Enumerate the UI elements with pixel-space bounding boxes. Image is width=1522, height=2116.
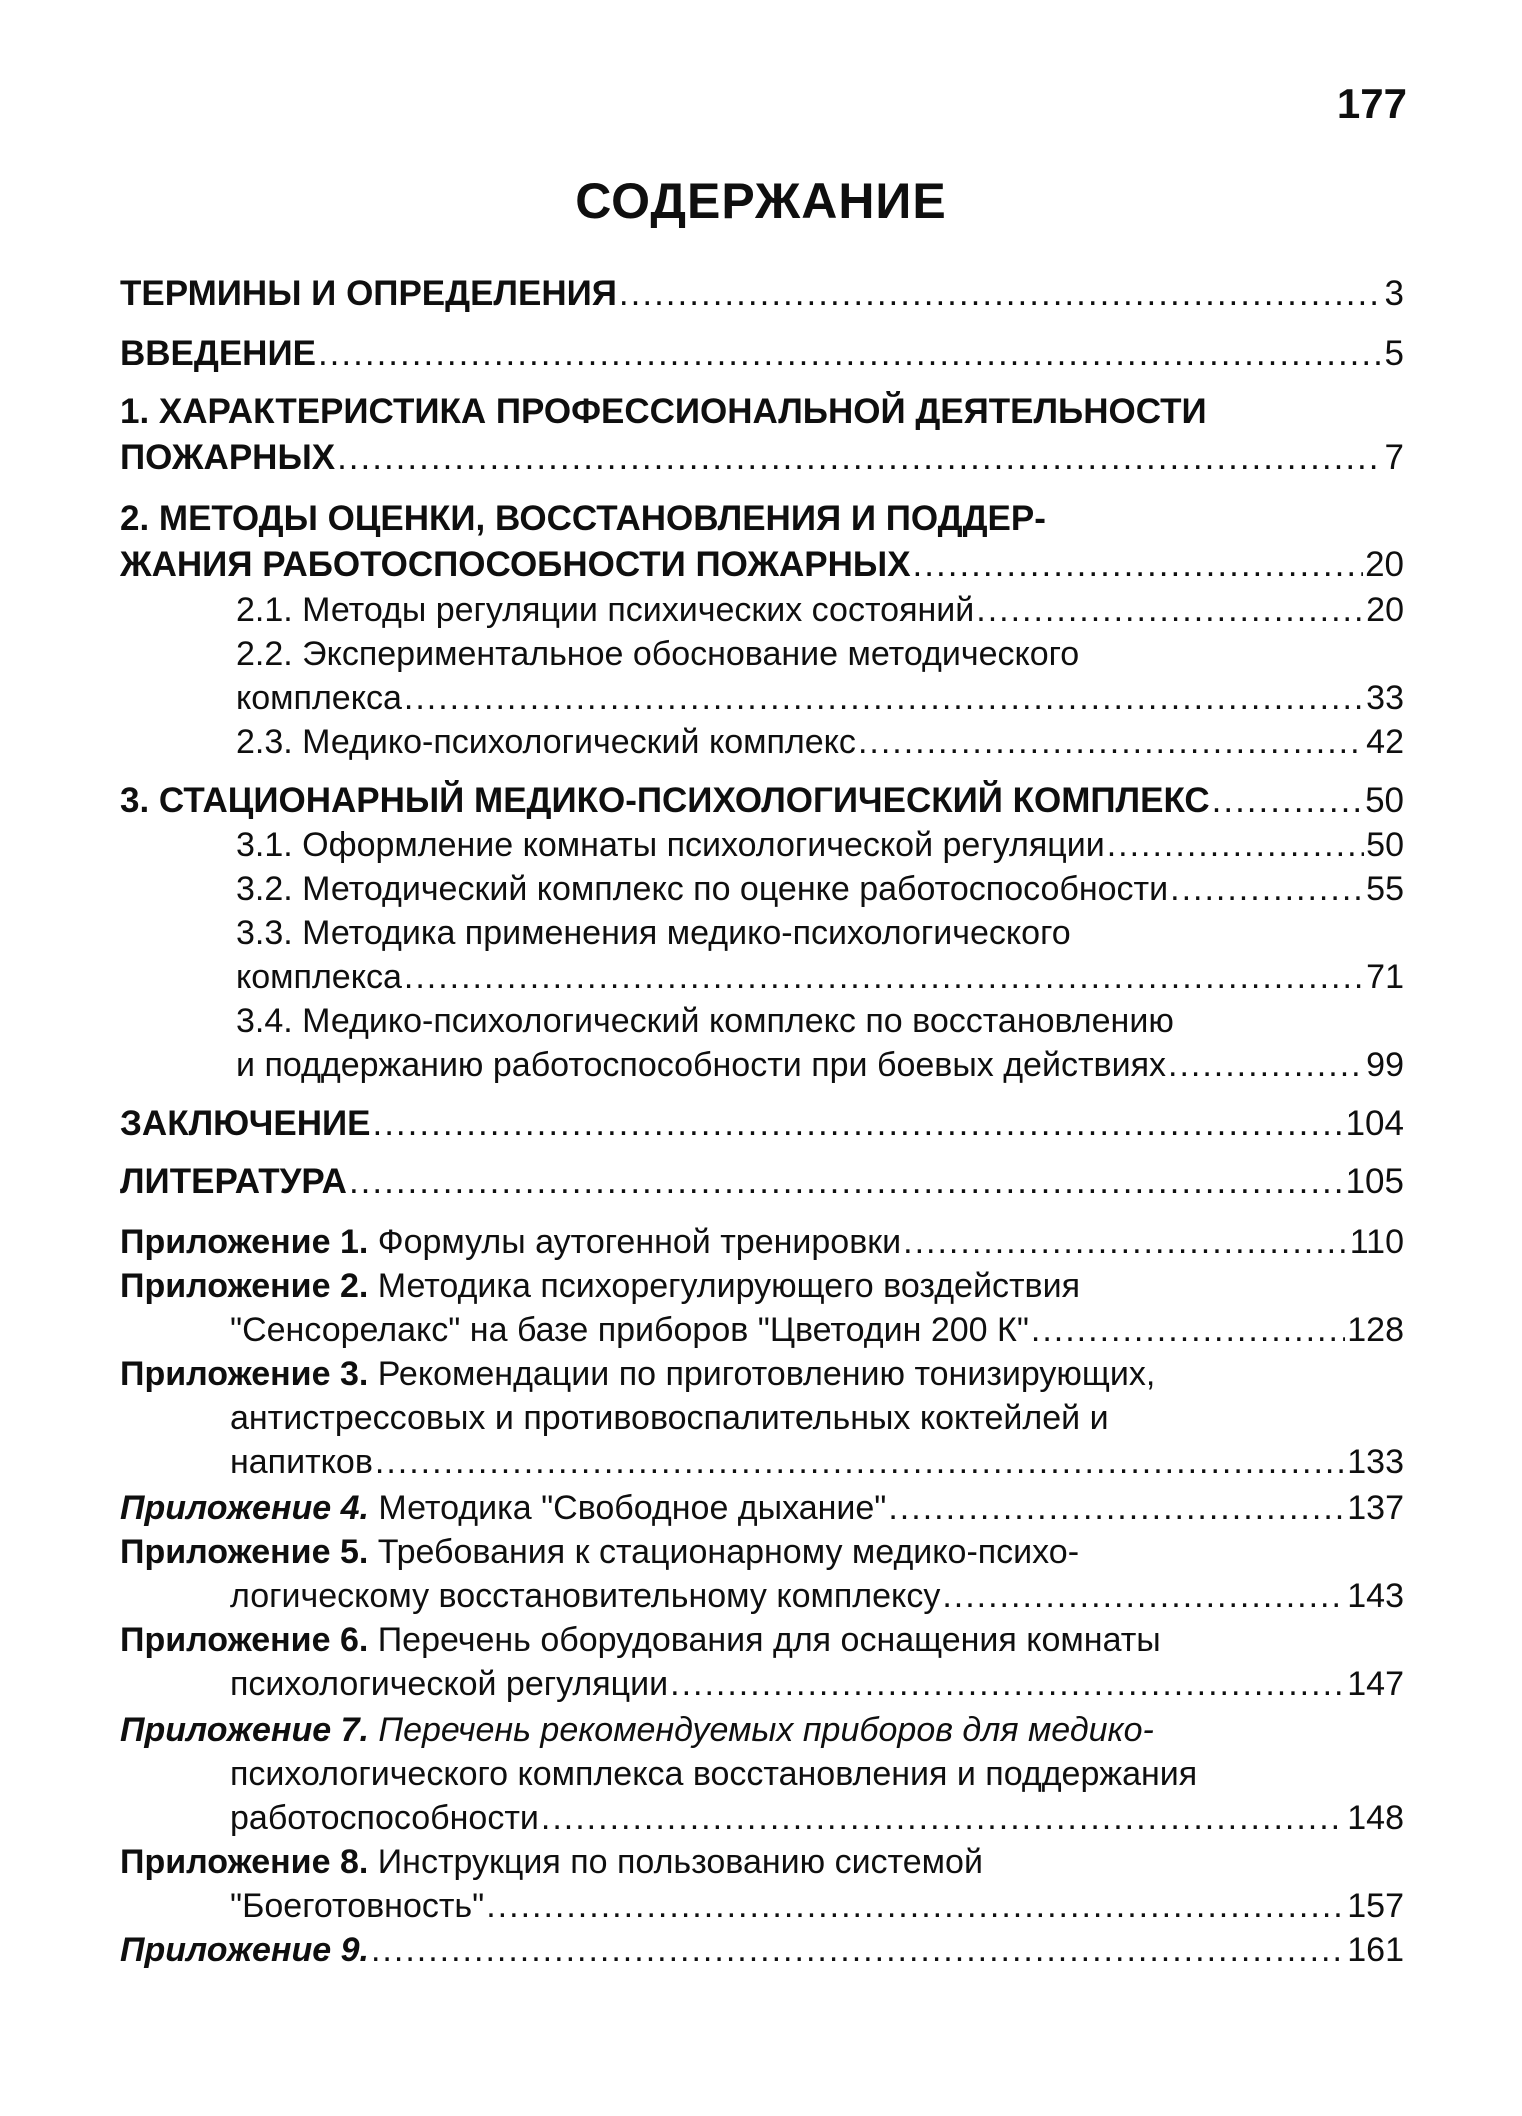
toc-entry-section-3-4-cont[interactable]: [236, 1043, 1404, 1087]
toc-entry-chapter-3[interactable]: [120, 779, 1404, 823]
toc-entry-title-continuation: ПОЖАРНЫХ: [120, 438, 336, 477]
toc-page-number: 5: [1384, 334, 1404, 373]
dot-leader: [1031, 1308, 1345, 1352]
dot-leader: [404, 676, 1364, 720]
toc-page-number: 157: [1347, 1887, 1404, 1925]
appendix-label: Приложение 8.: [120, 1843, 369, 1881]
toc-entry-appendix-3-cont2[interactable]: [230, 1440, 1404, 1484]
toc-entry-title: Требования к стационарному медико-психо-: [368, 1533, 1080, 1571]
toc-page-number: 3: [1384, 274, 1404, 313]
toc-entry-title: Перечень рекомендуемых приборов для медико-: [368, 1711, 1154, 1749]
toc-page-number: 50: [1365, 781, 1404, 820]
toc-entry-title: 3. СТАЦИОНАРНЫЙ МЕДИКО-ПСИХОЛОГИЧЕСКИЙ КОМПЛЕКС: [120, 781, 1210, 820]
toc-entry-title: ТЕРМИНЫ И ОПРЕДЕЛЕНИЯ: [120, 274, 617, 313]
dot-leader: [903, 1220, 1348, 1264]
appendix-label: Приложение 2.: [120, 1267, 369, 1305]
toc-entry-section-2-2-cont[interactable]: [236, 676, 1404, 720]
toc-page-number: 137: [1347, 1489, 1404, 1527]
toc-entry-title-continuation: комплекса: [236, 679, 402, 717]
toc-entry-section-3-4[interactable]: [236, 999, 1404, 1043]
dot-leader: [404, 955, 1364, 999]
toc-entry-title: 1. ХАРАКТЕРИСТИКА ПРОФЕССИОНАЛЬНОЙ ДЕЯТЕЛЬНОСТИ: [120, 392, 1207, 431]
dot-leader: [372, 1102, 1343, 1146]
toc-entry-appendix-1[interactable]: [120, 1220, 1404, 1264]
toc-entry-appendix-4[interactable]: [120, 1486, 1404, 1530]
dot-leader: [541, 1796, 1345, 1840]
dot-leader: [1107, 823, 1364, 867]
toc-entry-appendix-6[interactable]: [120, 1618, 1404, 1662]
dot-leader: [1170, 867, 1364, 911]
toc-entry-title: ЛИТЕРАТУРА: [120, 1162, 347, 1201]
appendix-label: Приложение 5.: [120, 1533, 369, 1571]
toc-entry-chapter-1-cont[interactable]: [120, 436, 1404, 480]
toc-page-number: 33: [1366, 679, 1404, 717]
toc-entry-appendix-7[interactable]: [120, 1708, 1404, 1752]
toc-entry-appendix-5-cont[interactable]: [230, 1574, 1404, 1618]
dot-leader: [858, 720, 1364, 764]
toc-entry-title: Перечень оборудования для оснащения комнаты: [368, 1621, 1161, 1659]
appendix-label: Приложение 6.: [120, 1621, 369, 1659]
toc-page-number: 161: [1347, 1931, 1404, 1969]
page-number: 177: [1336, 80, 1407, 127]
toc-page-number: 20: [1365, 545, 1404, 584]
toc-page-number: 7: [1384, 438, 1404, 477]
toc-entry-section-3-1[interactable]: [236, 823, 1404, 867]
dot-leader: [670, 1662, 1345, 1706]
toc-page-number: 99: [1366, 1046, 1404, 1084]
toc-entry-title: Инструкция по пользованию системой: [368, 1843, 983, 1881]
toc-entry-title: Формулы аутогенной тренировки: [368, 1223, 902, 1261]
toc-entry-appendix-7-cont2[interactable]: [230, 1796, 1404, 1840]
appendix-label: Приложение 1.: [120, 1223, 369, 1261]
toc-entry-title: 3.1. Оформление комнаты психологической регуляции: [236, 826, 1105, 864]
toc-entry-title: 3.3. Методика применения медико-психологического: [236, 914, 1071, 952]
toc-entry-title: 2. МЕТОДЫ ОЦЕНКИ, ВОССТАНОВЛЕНИЯ И ПОДДЕР-: [120, 499, 1046, 538]
toc-entry-terms[interactable]: [120, 272, 1404, 316]
dot-leader: [1212, 779, 1363, 823]
toc-entry-introduction[interactable]: [120, 332, 1404, 376]
appendix-label: Приложение 3.: [120, 1355, 369, 1393]
toc-entry-chapter-2-cont[interactable]: [120, 543, 1404, 587]
toc-entry-title-continuation: и поддержанию работоспособности при боевых действиях: [236, 1046, 1166, 1084]
dot-leader: [371, 1928, 1345, 1972]
toc-entry-title: ЗАКЛЮЧЕНИЕ: [120, 1104, 371, 1143]
dot-leader: [318, 332, 1383, 376]
toc-entry-title: 2.3. Медико-психологический комплекс: [236, 723, 856, 761]
toc-page-number: 110: [1349, 1223, 1404, 1261]
toc-entry-appendix-8[interactable]: [120, 1840, 1404, 1884]
toc-entry-section-3-3-cont[interactable]: [236, 955, 1404, 999]
toc-page-number: 20: [1366, 591, 1404, 629]
page-title: СОДЕРЖАНИЕ: [575, 173, 947, 229]
toc-entry-appendix-5[interactable]: [120, 1530, 1404, 1574]
toc-entry-appendix-9[interactable]: [120, 1928, 1404, 1972]
dot-leader: [976, 588, 1364, 632]
toc-entry-section-2-1[interactable]: [236, 588, 1404, 632]
toc-entry-appendix-7-cont[interactable]: [230, 1752, 1404, 1796]
toc-entry-title-continuation: психологической регуляции: [230, 1665, 669, 1703]
toc-page-number: 50: [1366, 826, 1404, 864]
toc-entry-title: 2.2. Экспериментальное обоснование методического: [236, 635, 1080, 673]
toc-page-number: 148: [1347, 1799, 1404, 1837]
toc-entry-title-continuation: "Боеготовность": [230, 1887, 485, 1925]
toc-entry-conclusion[interactable]: [120, 1102, 1404, 1146]
appendix-label: Приложение 7.: [120, 1711, 369, 1749]
toc-page-number: 105: [1345, 1162, 1404, 1201]
appendix-label: Приложение 4.: [120, 1489, 369, 1527]
toc-page-number: 128: [1347, 1311, 1404, 1349]
toc-entry-title-continuation: психологического комплекса восстановления и поддержания: [230, 1755, 1198, 1793]
toc-entry-appendix-6-cont[interactable]: [230, 1662, 1404, 1706]
toc-entry-title: 2.1. Методы регуляции психических состояний: [236, 591, 975, 629]
dot-leader: [913, 543, 1364, 587]
toc-entry-title-continuation: логическому восстановительному комплексу: [230, 1577, 941, 1615]
toc-page-number: 71: [1366, 958, 1404, 996]
dot-leader: [619, 272, 1383, 316]
dot-leader: [1168, 1043, 1364, 1087]
toc-entry-chapter-1[interactable]: [120, 390, 1404, 434]
dot-leader: [486, 1884, 1345, 1928]
toc-entry-section-2-3[interactable]: [236, 720, 1404, 764]
toc-entry-section-3-2[interactable]: [236, 867, 1404, 911]
toc-entry-title: 3.4. Медико-психологический комплекс по восстановлению: [236, 1002, 1174, 1040]
dot-leader: [375, 1440, 1345, 1484]
toc-entry-title-continuation: "Сенсорелакс" на базе приборов "Цветодин 200 К": [230, 1311, 1029, 1349]
toc-entry-appendix-8-cont[interactable]: [230, 1884, 1404, 1928]
toc-page-number: 55: [1366, 870, 1404, 908]
toc-entry-title: Методика "Свободное дыхание": [368, 1489, 887, 1527]
dot-leader: [942, 1574, 1345, 1618]
toc-entry-appendix-3[interactable]: [120, 1352, 1404, 1396]
toc-entry-title-continuation: комплекса: [236, 958, 402, 996]
toc-page-number: 133: [1347, 1443, 1404, 1481]
toc-page-number: 104: [1345, 1104, 1404, 1143]
toc-entry-literature[interactable]: [120, 1160, 1404, 1204]
toc-entry-title-continuation: ЖАНИЯ РАБОТОСПОСОБНОСТИ ПОЖАРНЫХ: [120, 545, 911, 584]
toc-entry-section-2-2[interactable]: [236, 632, 1404, 676]
dot-leader: [349, 1160, 1344, 1204]
toc-entry-title-continuation: напитков: [230, 1443, 373, 1481]
toc-entry-title-continuation: работоспособности: [230, 1799, 539, 1837]
toc-entry-section-3-3[interactable]: [236, 911, 1404, 955]
toc-entry-title: Методика психорегулирующего воздействия: [368, 1267, 1080, 1305]
toc-entry-title: 3.2. Методический комплекс по оценке работоспособности: [236, 870, 1169, 908]
toc-entry-title: ВВЕДЕНИЕ: [120, 334, 316, 373]
toc-page-number: 143: [1347, 1577, 1404, 1615]
dot-leader: [337, 436, 1382, 480]
dot-leader: [888, 1486, 1345, 1530]
toc-entry-appendix-2[interactable]: [120, 1264, 1404, 1308]
toc-page-number: 147: [1347, 1665, 1404, 1703]
toc-entry-appendix-2-cont[interactable]: [230, 1308, 1404, 1352]
toc-entry-appendix-3-cont[interactable]: [230, 1396, 1404, 1440]
toc-entry-title-continuation: антистрессовых и противовоспалительных коктейлей и: [230, 1399, 1109, 1437]
toc-entry-chapter-2[interactable]: [120, 497, 1404, 541]
toc-entry-title: Рекомендации по приготовлению тонизирующих,: [368, 1355, 1156, 1393]
toc-page-number: 42: [1366, 723, 1404, 761]
appendix-label: Приложение 9.: [120, 1931, 369, 1969]
